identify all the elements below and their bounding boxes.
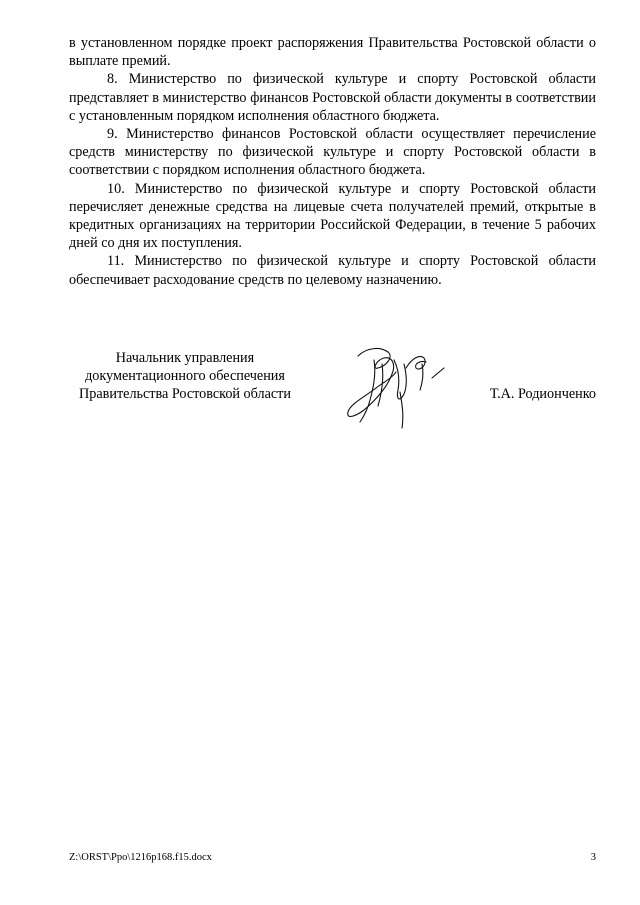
position-line: документационного обеспечения [85,368,285,385]
paragraph-item-8: 8. Министерство по физической культуре и спорту Ростовской области представляет в министерство финансов Ростовской области документы в соответствии с установленным порядком исполнения областного бюджета. [69,71,596,124]
body-text [69,34,596,289]
position-line: Правительства Ростовской области [79,386,291,403]
signatory-name: Т.А. Родионченко [489,386,596,402]
position-line: Начальник управления [115,350,255,366]
paragraph-item-9: 9. Министерство финансов Ростовской области осуществляет перечисление средств министерству по физической культуре и спорту Ростовской области в соответствии с порядком исполнения областного бюджета. [69,126,596,179]
paragraph-item-11: 11. Министерство по физической культуре и спорту Ростовской области обеспечивает расходование средств по целевому назначению. [69,253,596,288]
footer-file-path: Z:\ORST\Ppo\1216p168.f15.docx [69,852,212,863]
handwritten-signature [336,338,456,430]
page-number: 3 [590,852,596,863]
signatory-position [69,349,301,404]
paragraph-item-10: 10. Министерство по физической культуре и спорту Ростовской области перечисляет денежные средства на лицевые счета получателей премий, открытые в кредитных организациях на территории Российской Федерации, в течение 5 рабочих дней со дня их поступления. [69,180,596,252]
paragraph-continuation: в установленном порядке проект распоряжения Правительства Ростовской области о выплате премий. [69,35,596,70]
